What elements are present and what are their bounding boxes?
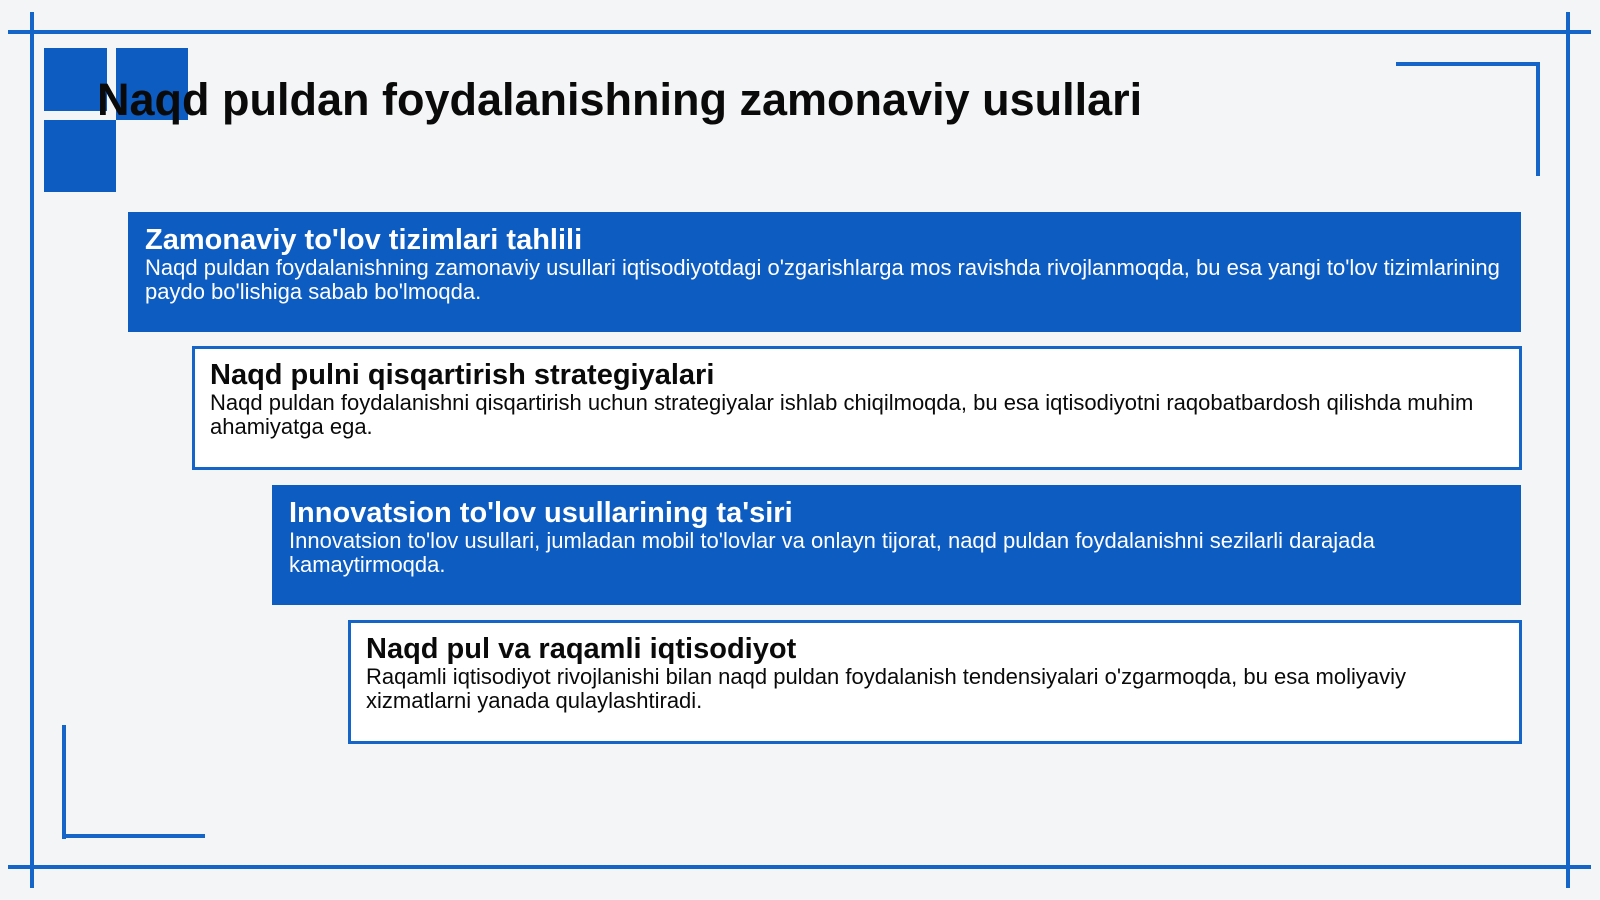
content-card [128,212,1521,332]
slide-title: Naqd puldan foydalanishning zamonaviy usullari [97,74,1143,125]
card-text: Raqamli iqtisodiyot rivojlanishi bilan naqd puldan foydalanish tendensiyalari o'zgarmoqda, bu esa moliyaviy xizmatlarni yanada qulaylashtiradi. [366,664,1407,713]
card-text: Naqd puldan foydalanishning zamonaviy usullari iqtisodiyotdagi o'zgarishlarga mos ravishda rivojlanmoqda, bu esa yangi to'lov tizimlarining paydo bo'lishiga sabab bo'lmoqda. [145,255,1500,304]
card-heading: Naqd pul va raqamli iqtisodiyot [366,633,797,665]
card-heading: Innovatsion to'lov usullarining ta'siri [289,497,793,529]
card-text: Naqd puldan foydalanishni qisqartirish uchun strategiyalar ishlab chiqilmoqda, bu esa iqtisodiyotni raqobatbardosh qilishda muhim ahamiyatga ega. [210,390,1474,439]
card-text: Innovatsion to'lov usullari, jumladan mobil to'lovlar va onlayn tijorat, naqd puldan foydalanishni sezilarli darajada kamaytirmoqda. [289,528,1375,577]
card-heading: Naqd pulni qisqartirish strategiyalari [210,359,715,391]
corner-bracket-top-right [1396,62,1540,66]
frame-left-line [30,12,34,888]
corner-bracket-bottom-left-horizontal [62,834,205,838]
frame-bottom-line [8,865,1591,869]
content-card [348,620,1522,744]
decor-square [44,120,116,192]
corner-bracket-bottom-left [62,725,66,839]
content-card [192,346,1522,470]
card-heading: Zamonaviy to'lov tizimlari tahlili [145,224,583,256]
corner-bracket-top-right-vertical [1536,62,1540,176]
frame-top-line [8,30,1591,34]
frame-right-line [1566,12,1570,888]
content-card [272,485,1521,605]
